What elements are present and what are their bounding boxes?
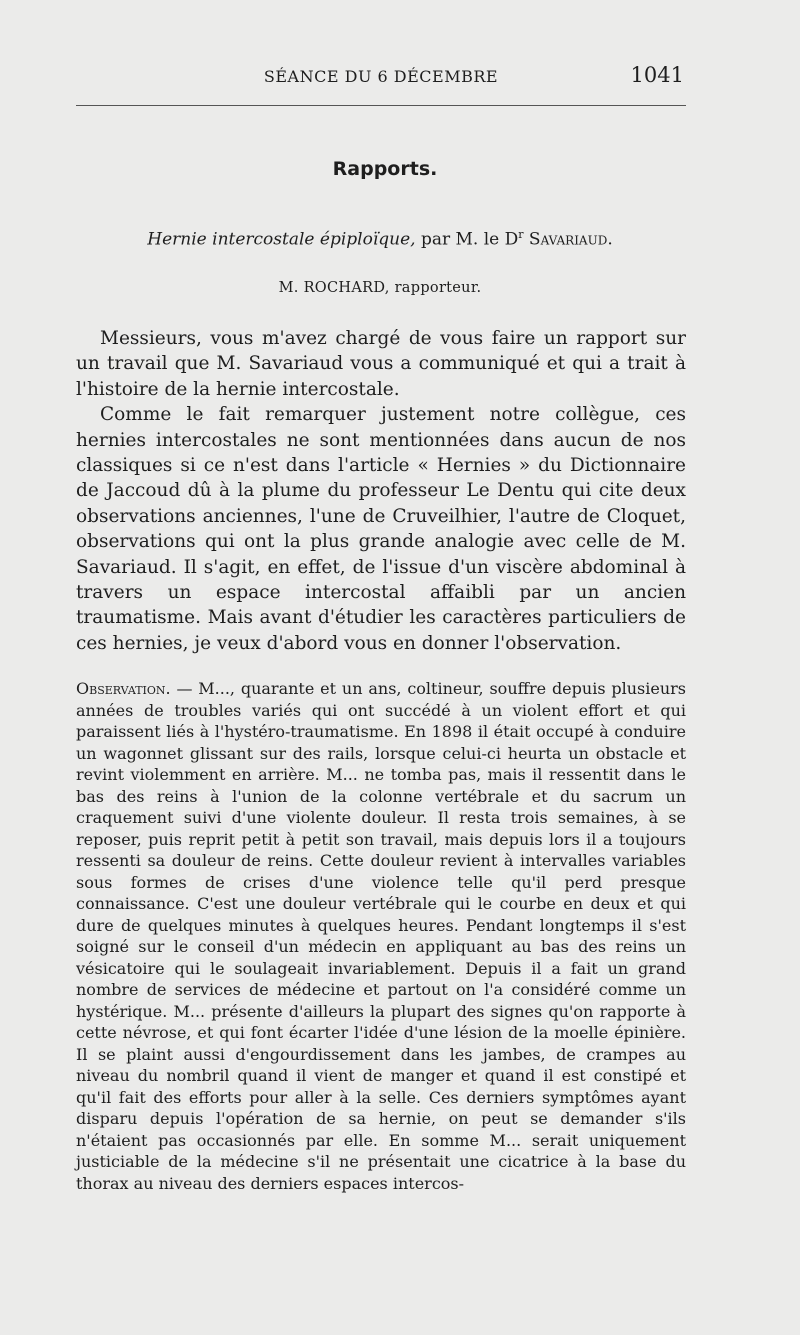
header-rule [76, 105, 686, 106]
rapporteur-line [0, 280, 760, 296]
rapporteur-role: rapporteur. [394, 280, 482, 296]
page-number: 1041 [630, 63, 684, 87]
article-byline: par M. le D [420, 229, 519, 250]
observation-block [76, 678, 686, 1194]
article-title [0, 228, 760, 250]
rapporteur-name: M. ROCHARD, [278, 280, 390, 296]
article-byline-superscript: r [518, 228, 524, 241]
observation-paragraph [76, 678, 686, 1194]
report-body [76, 326, 686, 656]
running-header [76, 63, 686, 93]
body-paragraph-1: Messieurs, vous m'avez chargé de vous faire un rapport sur un travail que M. Savariaud vous a communiqué et qui a trait à l'histoire de la hernie intercostale. [76, 328, 686, 400]
body-paragraph-2: Comme le fait remarquer justement notre collègue, ces hernies intercostales ne sont mentionnées dans aucun de nos classiques si ce n'est dans l'article « Hernies » du Dictionnaire de Jaccoud dû à la plume du professeur Le Dentu qui cite deux observations anciennes, l'une de Cruveilhier, l'autre de Cloquet, observations qui ont la plus grande analogie avec celle de M. Savariaud. Il s'agit, en effet, de l'issue d'un viscère abdominal à travers un espace intercostal affaibli par un ancien traumatisme. Mais avant d'étudier les caractères particuliers de ces hernies, je veux d'abord vous en donner l'observation. [76, 404, 686, 654]
observation-text: — M..., quarante et un ans, coltineur, souffre depuis plusieurs années de troubles variés qui ont succédé à un violent effort et qui paraissent liés à l'hystéro-traumatisme. En 1898 il était occupé à conduire un wagonnet glissant sur des rails, lorsque celui-ci heurta un obstacle et revint violemment en arrière. M... ne tomba pas, mais il ressentit dans le bas des reins à l'union de la colonne vertébrale et du sacrum un craquement suivi d'une violente douleur. Il resta trois semaines, à se reposer, puis reprit petit à petit son travail, mais depuis lors il a toujours ressenti sa douleur de reins. Cette douleur revient à intervalles variables sous formes de crises d'une violence telle qu'il perd presque connaissance. C'est une douleur vertébrale qui le courbe en deux et qui dure de quelques minutes à quelques heures. Pendant longtemps il s'est soigné sur le conseil d'un médecin en appliquant au bas des reins un vésicatoire qui le soulageait invariablement. Depuis il a fait un grand nombre de services de médecine et partout on l'a considéré comme un hystérique. M... présente d'ailleurs la plupart des signes qu'on rapporte à cette névrose, et qui font écarter l'idée d'une lésion de la moelle épinière. Il se plaint aussi d'engourdissement dans les jambes, de crampes au niveau du nombril quand il vient de manger et quand il est constipé et qu'il fait des efforts pour aller à la selle. Ces derniers symptômes ayant disparu depuis l'opération de sa hernie, on peut se demander s'ils n'étaient pas occasionnés par elle. En somme M... serait uniquement justiciable de la médecine s'il ne présentait une cicatrice à la base du thorax au niveau des derniers espaces intercos- [76, 679, 686, 1193]
article-title-italic: Hernie intercostale épiploïque, [147, 229, 416, 250]
article-author: Savariaud. [528, 229, 613, 250]
observation-label: Observation. [76, 679, 171, 698]
section-title: Rapports. [332, 158, 438, 180]
running-title: SÉANCE DU 6 DÉCEMBRE [263, 67, 499, 86]
